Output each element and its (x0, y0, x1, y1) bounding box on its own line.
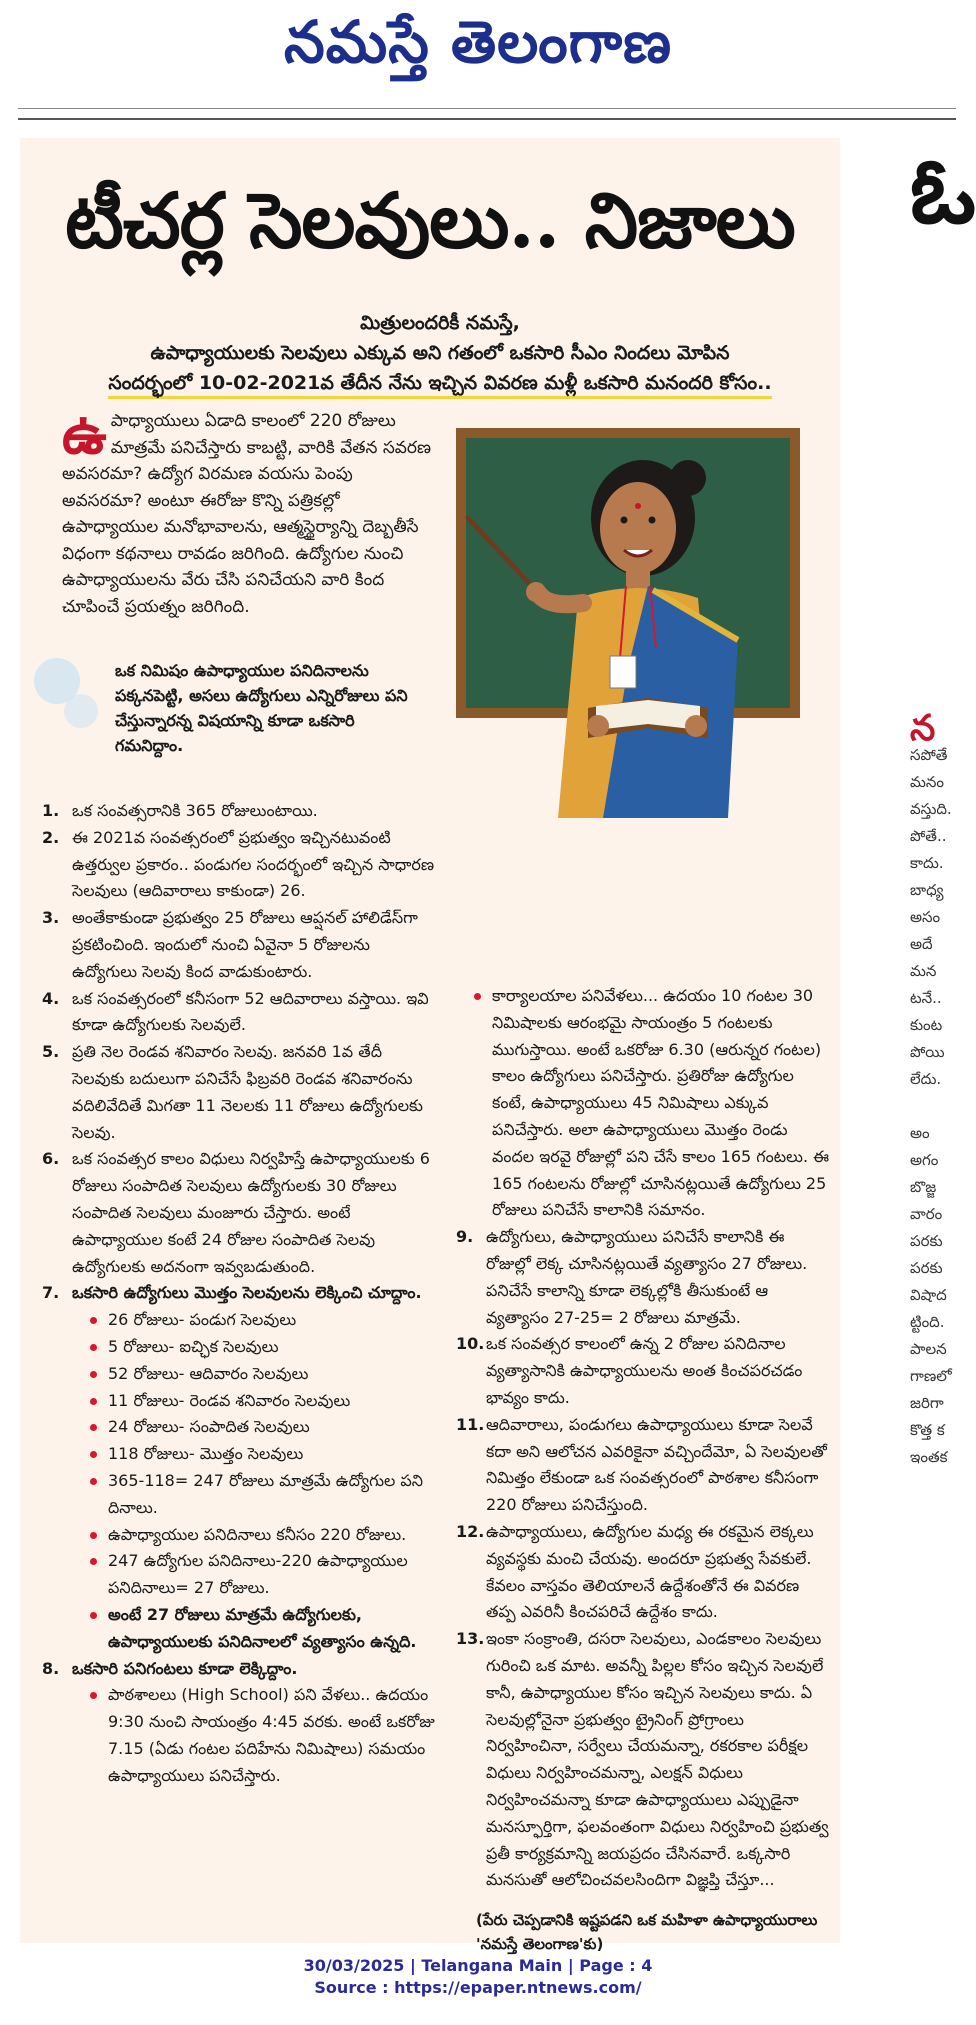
numbered-point (456, 1626, 831, 1894)
point-number: 2. (42, 827, 60, 847)
adjacent-line: వస్తుది. (910, 800, 952, 818)
adjacent-line: టనే.. (910, 989, 942, 1007)
adjacent-line: సపోతే (910, 746, 948, 764)
point-number: 12. (456, 1521, 485, 1541)
list-item: 365-118= 247 రోజులు మాత్రమే ఉద్యోగుల పని దినాలు. (90, 1468, 437, 1522)
adjacent-line (910, 1093, 956, 1120)
point-number: 4. (42, 988, 60, 1008)
point-number: 1. (42, 801, 60, 820)
point-number: 8. (42, 1658, 60, 1678)
page-footer (0, 1955, 956, 1999)
list-item: 52 రోజులు- ఆదివారం సెలవులు (90, 1361, 437, 1388)
masthead-rule-thick (18, 118, 956, 120)
teacher-illustration (438, 408, 818, 818)
point-text: ఇంకా సంక్రాంతి, దసరా సెలవులు, ఎండకాలం సెలవులు గురించి ఒక మాట. అవన్నీ పిల్లల కోసం ఇచ్చిన సెలవులే కానీ, ఉపాధ్యాయుల కోసం ఇచ్చిన సెలవులు కాదు. ఏ సెలవుల్లోనైనా ప్రభుత్వం ట్రైనింగ్ ప్రోగ్రాంలు నిర్వహించినా, సర్వేలు చేయమన్నా, రకరకాల పరీక్షల విధులు నిర్వహించమన్నా, ఎలక్షన్ విధులు నిర్వహించమన్నా కూడా ఉపాధ్యాయులు ఎప్పుడైనా మనస్ఫూర్తిగా, ఫలవంతంగా విధులు నిర్వహించి ప్రభుత్వ ప్రతీ కార్యక్రమాన్ని జయప్రదం చేసినవారే. ఒక్కసారి మనసుతో ఆలోచించవలసిందిగా విజ్ఞప్తి చేస్తూ... (486, 1629, 829, 1890)
adjacent-line: బాధ్య (910, 881, 944, 899)
numbered-point (456, 1331, 831, 1411)
list-item: పాఠశాలలు (High School) పని వేళలు.. ఉదయం 9:30 నుంచి సాయంత్రం 4:45 వరకు. అంటే ఒకరోజు 7.15 (ఏడు గంటల పదిహేను నిమిషాలు) సమయం ఉపాధ్యాయులు పనిచేస్తారు. (90, 1682, 437, 1789)
list-item: ఉపాధ్యాయుల పనిదినాలు కనీసం 220 రోజులు. (90, 1522, 437, 1549)
article-headline: టీచర్ల సెలవులు.. నిజాలు (65, 176, 795, 265)
adjacent-line: కొత్త క (910, 1421, 945, 1439)
intro-line-3 (60, 368, 820, 398)
point-number: 10. (456, 1334, 485, 1354)
numbered-point (42, 825, 437, 905)
adjacent-red-heading-fragment: న (910, 708, 936, 749)
points-list-1 (42, 798, 437, 1789)
col2-bullet-list (456, 983, 831, 1224)
lead-text: పాధ్యాయులు ఏడాది కాలంలో 220 రోజులు మాత్రమే పనిచేస్తారు కాబట్టి, వారికి వేతన సవరణ అవసరమా? ఉద్యోగ విరమణ వయసు పెంపు అవసరమా? అంటూ ఈరోజు కొన్ని పత్రికల్లో ఉపాధ్యాయుల మనోభావాలను, ఆత్మస్థైర్యాన్ని దెబ్బతీసే విధంగా కథనాలు రావడం జరిగింది. ఉద్యోగుల నుంచి ఉపాధ్యాయులను వేరు చేసి పనిచేయని వారి కింద చూపించే ప్రయత్నం జరిగింది. (62, 411, 431, 617)
masthead (0, 0, 956, 95)
numbered-point (42, 798, 437, 825)
numbered-point (42, 1656, 437, 1790)
adjacent-line: కుంట (910, 1016, 943, 1034)
numbered-point (42, 1146, 437, 1280)
masthead-rule (18, 108, 956, 109)
adjacent-line: మనం (910, 773, 945, 791)
point-text: ఒకసారి పనిగంటలు కూడా లెక్కిద్దాం. (72, 1658, 298, 1678)
list-item: 26 రోజులు- పండుగ సెలవులు (90, 1307, 437, 1334)
point-text: అంతేకాకుండా ప్రభుత్వం 25 రోజులు ఆప్షనల్ హాలిడేస్‌గా ప్రకటించింది. ఇందులో నుంచి ఏవైనా 5 రోజులను ఉద్యోగులు సెలవు కింద వాడుకుంటారు. (72, 908, 418, 981)
adjacent-line: విషాద (910, 1286, 947, 1304)
drop-cap: ఉ (62, 402, 107, 467)
adjacent-line: మన (910, 962, 937, 980)
bubble-decoration-small (64, 694, 98, 728)
lead-paragraph (62, 402, 432, 620)
adjacent-line: పరకు (910, 1259, 943, 1277)
point-text: ఈ 2021వ సంవత్సరంలో ప్రభుత్వం ఇచ్చినటువంటి ఉత్తర్వుల ప్రకారం.. పండుగల సందర్భంలో ఇచ్చిన సాధారణ సెలవులు (ఆదివారాలు కాకుండా) 26. (72, 827, 435, 901)
point-text: ఒకసారి ఉద్యోగులు మొత్తం సెలవులను లెక్కించి చూద్దాం. (72, 1283, 422, 1303)
point-text: ఒక సంవత్సరానికి 365 రోజులుంటాయి. (72, 801, 318, 820)
article-intro (60, 308, 820, 398)
callout-text: ఒక నిమిషం ఉపాధ్యాయుల పనిదినాలను పక్కనపెట్టి, అసలు ఉద్యోగులు ఎన్నిరోజులు పని చేస్తున్నారన్న విషయాన్ని కూడా ఒకసారి గమనిద్దాం. (115, 661, 408, 755)
point-text: ఒక సంవత్సర కాలంలో ఉన్న 2 రోజుల పనిదినాల వ్యత్యాసానికి ఉపాధ్యాయులను అంత కించపరచడం భావ్యం కాదు. (486, 1334, 803, 1407)
sub-bullet-list (72, 1682, 437, 1789)
adjacent-line: ఇంతక (910, 1448, 948, 1466)
id-badge (610, 656, 636, 688)
list-item: కార్యాలయాల పనివేళలు... ఉదయం 10 గంటల 30 నిమిషాలకు ఆరంభమై సాయంత్రం 5 గంటలకు ముగుస్తాయి. అంటే ఒకరోజు 6.30 (ఆరున్నర గంటల) కాలం ఉద్యోగులు పనిచేస్తారు. ప్రతిరోజు ఉద్యోగుల కంటే, ఉపాధ్యాయులు 45 నిమిషాలు ఎక్కువ పనిచేస్తారు. అలా ఉపాధ్యాయులు మొత్తం రెండు వందల ఇరవై రోజుల్లో పని చేసే కాలం 165 గంటలు. ఈ 165 గంటలను రోజుల్లో చూసినట్లయితే ఉద్యోగులు 25 రోజులు పనిచేసే కాలానికి సమానం. (474, 983, 831, 1224)
sub-bullet-list (72, 1307, 437, 1655)
point-text: ఉద్యోగులు, ఉపాధ్యాయులు పనిచేసే కాలానికి ఈ రోజుల్లో లెక్క చూసినట్లయితే వ్యత్యాసం 27 రోజులు. పనిచేసే కాలాన్ని కూడా లెక్కల్లోకి తీసుకుంటే ఆ వ్యత్యాసం 27-25= 2 రోజులు మాత్రమే. (486, 1227, 808, 1327)
edition-info: 30/03/2025 | Telangana Main | Page : 4 (303, 1956, 653, 1975)
adjacent-line: జరిగా (910, 1394, 944, 1412)
numbered-point (42, 1280, 437, 1655)
numbered-point (456, 1412, 831, 1519)
point-number: 3. (42, 908, 60, 928)
adjacent-headline-fragment: ఓ (910, 138, 976, 244)
adjacent-line: పోయి (910, 1043, 945, 1061)
face (600, 482, 676, 574)
list-item: అంటే 27 రోజులు మాత్రమే ఉద్యోగులకు, ఉపాధ్యాయులకు పనిదినాలలో వ్యత్యాసం ఉన్నది. (90, 1602, 437, 1656)
adjacent-text-lines (910, 742, 956, 1471)
adjacent-line: అం (910, 1124, 930, 1142)
list-item: 11 రోజులు- రెండవ శనివారం సెలవులు (90, 1388, 437, 1415)
adjacent-line: పాలన (910, 1340, 947, 1358)
points-list-2 (456, 1224, 831, 1894)
intro-highlight: సందర్భంలో 10-02-2021వ తేదీన నేను ఇచ్చిన వివరణ మళ్లీ ఒకసారి మనందరి కోసం.. (108, 372, 771, 399)
point-number: 9. (456, 1227, 474, 1247)
intro-greeting: మిత్రులందరికీ నమస్తే, (360, 312, 520, 334)
adjacent-line: అసం (910, 908, 941, 926)
point-text: ఆదివారాలు, పండుగలు ఉపాధ్యాయులు కూడా సెలవే కదా అని ఆలోచన ఎవరికైనా వచ్చిందేమో, ఏ సెలవులతో నిమిత్తం లేకుండా ఒక సంవత్సరంలో పాఠశాల కనీసంగా 220 రోజులు పనిచేస్తుంది. (486, 1414, 827, 1515)
byline: (పేరు చెప్పడానికి ఇష్టపడని ఒక మహిళా ఉపాధ్యాయురాలు 'నమస్తే తెలంగాణ'కు) (476, 1911, 818, 1954)
adjacent-article-fragment (910, 138, 976, 1938)
adjacent-line: ట్టింది. (910, 1313, 945, 1331)
point-text: ఒక సంవత్సర కాలం విధులు నిర్వహిస్తే ఉపాధ్యాయులకు 6 రోజులు సంపాదిత సెలవులు ఉద్యోగులకు 30 రోజులు సంపాదిత సెలవులు మంజూరు చేస్తారు. అంటే ఉపాధ్యాయుల కంటే 24 రోజుల సంపాదిత సెలవు ఉద్యోగులకు అదనంగా ఇవ్వబడుతుంది. (72, 1149, 430, 1276)
adjacent-line: అగం (910, 1151, 939, 1169)
numbered-point (456, 1224, 831, 1331)
adjacent-line: పరకు (910, 1232, 943, 1250)
adjacent-line: గాణలో (910, 1367, 952, 1385)
point-text: ఉపాధ్యాయులు, ఉద్యోగుల మధ్య ఈ రకమైన లెక్కలు వ్యవస్థకు మంచి చేయవు. అందరూ ప్రభుత్వ సేవకులే. కేవలం వాస్తవం తెలియాలనే ఉద్దేశంతోనే ఈ వివరణ తప్ప ఎవరినీ కించపరిచే ఉద్దేశం కాదు. (486, 1521, 814, 1622)
point-number: 11. (456, 1414, 485, 1434)
point-number: 5. (42, 1042, 60, 1062)
adjacent-line: అదే (910, 935, 933, 953)
article-clipping (20, 138, 840, 1954)
newspaper-logo: నమస్తే తెలంగాణ (284, 8, 672, 76)
point-number: 7. (42, 1283, 60, 1303)
source-link[interactable]: Source : https://epaper.ntnews.com/ (314, 1978, 642, 1997)
point-text: ప్రతి నెల రెండవ శనివారం సెలవు. జనవరి 1వ తేదీ సెలవుకు బదులుగా పనిచేసే ఫిబ్రవరి రెండవ శనివారంను వదిలివేదితే మిగతా 11 నెలలకు 11 రోజులు ఉద్యోగులకు సెలవు. (72, 1042, 423, 1142)
hair-bun (670, 460, 706, 496)
list-item: 24 రోజులు- సంపాదిత సెలవులు (90, 1414, 437, 1441)
intro-line-2: ఉపాధ్యాయులకు సెలవులు ఎక్కువ అని గతంలో ఒకసారి సీఎం నిందలు మోపిన (150, 342, 730, 364)
adjacent-line: పోతే.. (910, 827, 947, 845)
adjacent-line: బొజ్జ (910, 1178, 937, 1196)
adjacent-line: వారం (910, 1205, 943, 1223)
bindi (635, 503, 641, 509)
numbered-point (42, 905, 437, 985)
numbered-point (42, 1039, 437, 1146)
point-number: 13. (456, 1629, 485, 1649)
points-column-2 (456, 983, 831, 1956)
point-text: ఒక సంవత్సరంలో కనీసంగా 52 ఆదివారాలు వస్తాయి. ఇవి కూడా ఉద్యోగులకు సెలవులే. (72, 988, 429, 1035)
point-number: 6. (42, 1149, 60, 1169)
list-item: 247 ఉద్యోగుల పనిదినాలు-220 ఉపాధ్యాయుల పనిదినాలు= 27 రోజులు. (90, 1548, 437, 1602)
numbered-point (42, 986, 437, 1040)
list-item: 118 రోజులు- మొత్తం సెలవులు (90, 1441, 437, 1468)
adjacent-line: కాదు. (910, 854, 944, 872)
points-column-1 (42, 798, 437, 1789)
list-item: 5 రోజులు- ఐచ్ఛిక సెలవులు (90, 1334, 437, 1361)
numbered-point (456, 1519, 831, 1626)
adjacent-line: లేదు. (910, 1070, 942, 1088)
